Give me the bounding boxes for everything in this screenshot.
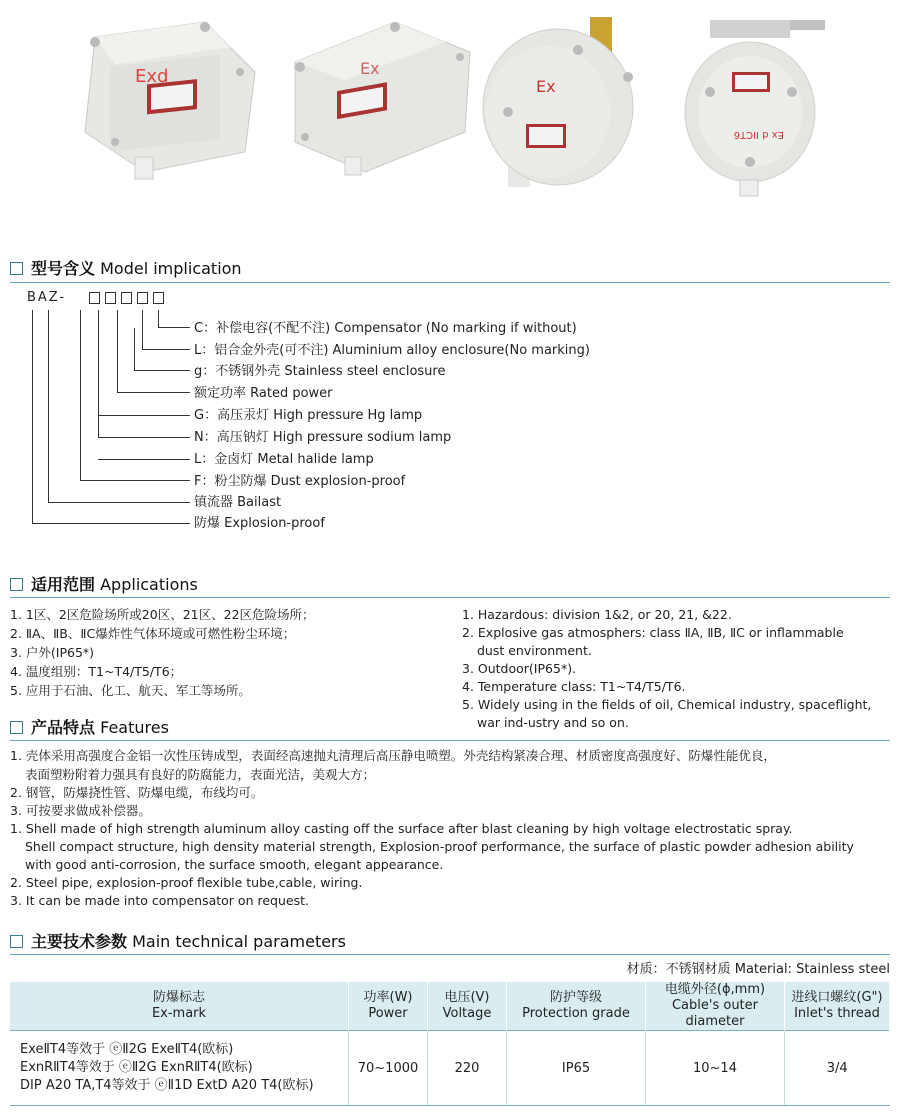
header-thread: 进线口螺纹(G") Inlet's thread	[785, 982, 890, 1031]
feature-line: 3. It can be made into compensator on request.	[10, 893, 309, 908]
model-item: L：金卤灯 Metal halide lamp	[194, 452, 374, 467]
section-title-features: 产品特点 Features	[10, 715, 169, 738]
model-item: 防爆 Explosion-proof	[194, 516, 325, 531]
model-item: 额定功率 Rated power	[194, 386, 333, 401]
connector-line	[142, 349, 190, 350]
header-protection: 防护等级 Protection grade	[507, 982, 646, 1031]
product-photo-rect-ex	[275, 12, 475, 202]
connector-line	[98, 415, 190, 416]
header-power: 功率(W) Power	[349, 982, 428, 1031]
cell-protection: IP65	[507, 1031, 646, 1106]
cell-cable: 10~14	[646, 1031, 785, 1106]
application-en-item: war ind-ustry and so on.	[477, 715, 629, 730]
feature-line: 2. 钢管，防爆挠性管、防爆电缆，布线均可。	[10, 785, 264, 800]
connector-line	[48, 310, 49, 502]
section-rule	[10, 282, 890, 283]
model-item: N：高压钠灯 High pressure sodium lamp	[194, 430, 452, 445]
product-photo-round-ex	[478, 12, 648, 202]
model-code: BAZ-	[27, 290, 67, 305]
application-en-item: 2. Explosive gas atmosphers: class ⅡA, ⅡB, ⅡC or inflammable	[462, 625, 844, 640]
product-photo-rect-exd	[55, 12, 265, 202]
application-cn-item: 3. 户外(IP65*)	[10, 645, 95, 660]
connector-line	[117, 310, 118, 392]
connector-line	[158, 327, 190, 328]
section-title-applications: 适用范围 Applications	[10, 572, 198, 595]
model-slot	[153, 292, 164, 304]
model-slot	[137, 292, 148, 304]
application-en-item: 3. Outdoor(IP65*).	[462, 661, 577, 676]
header-cable: 电缆外径(ϕ,mm) Cable's outer diameter	[646, 982, 785, 1031]
model-item: L：铝合金外壳(可不注) Aluminium alloy enclosure(No marking)	[194, 343, 590, 358]
section-box-icon	[10, 578, 23, 591]
model-item: C：补偿电容(不配不注) Compensator (No marking if without)	[194, 321, 577, 336]
table-header-row	[10, 982, 890, 1031]
feature-line: with good anti-corrosion, the surface smooth, elegant appearance.	[25, 857, 444, 872]
feature-line: 3. 可按要求做成补偿器。	[10, 803, 151, 818]
photo-marking-3: Ex	[536, 77, 556, 96]
material-note: 材质：不锈钢材质 Material: Stainless steel	[626, 962, 890, 977]
feature-line: 1. 壳体采用高强度合金铝一次性压铸成型，表面经高速抛丸清理后高压静电喷塑。外壳结构紧凑合理、材质密度高强度好、防爆性能优良，	[10, 748, 776, 763]
application-cn-item: 1. 1区、2区危险场所或20区、21区、22区危险场所；	[10, 607, 315, 622]
application-en-item: dust environment.	[477, 643, 592, 658]
section-box-icon	[10, 935, 23, 948]
connector-line	[98, 459, 190, 460]
model-item: F：粉尘防爆 Dust explosion-proof	[194, 474, 406, 489]
feature-line: Shell compact structure, high density material strength, Explosion-proof performance, the surface of plastic powder adhesion ability	[25, 839, 854, 854]
section-box-icon	[10, 721, 23, 734]
feature-line: 表面塑粉附着力强具有良好的防腐能力，表面光洁，美观大方；	[25, 767, 376, 782]
model-slot	[89, 292, 100, 304]
model-item: 镇流器 Bailast	[194, 495, 282, 510]
cell-thread: 3/4	[785, 1031, 890, 1106]
connector-line	[142, 310, 143, 349]
section-title-params: 主要技术参数 Main technical parameters	[10, 929, 346, 952]
model-slot	[121, 292, 132, 304]
connector-line	[32, 310, 33, 523]
connector-line	[134, 328, 135, 370]
connector-line	[134, 370, 190, 371]
feature-line: 1. Shell made of high strength aluminum alloy casting off the surface after blast cleaning by high voltage electrostatic spray.	[10, 821, 793, 836]
product-photo-round-exd	[680, 12, 830, 202]
section-box-icon	[10, 262, 23, 275]
application-en-item: 1. Hazardous: division 1&2, or 20, 21, &22.	[462, 607, 732, 622]
section-rule	[10, 740, 890, 741]
application-en-item: 5. Widely using in the fields of oil, Chemical industry, spaceflight,	[462, 697, 872, 712]
connector-line	[98, 437, 190, 438]
feature-line: 2. Steel pipe, explosion-proof flexible tube,cable, wiring.	[10, 875, 363, 890]
connector-line	[32, 523, 190, 524]
connector-line	[117, 392, 190, 393]
photo-marking-4: Ex d IICT6	[733, 129, 784, 140]
section-rule	[10, 954, 890, 955]
photo-marking-1: Exd	[135, 66, 169, 87]
section-title-model: 型号含义 Model implication	[10, 256, 242, 279]
header-voltage: 电压(V) Voltage	[428, 982, 507, 1031]
cell-power: 70~1000	[349, 1031, 428, 1106]
model-item: G：高压汞灯 High pressure Hg lamp	[194, 408, 423, 423]
connector-line	[48, 502, 190, 503]
connector-line	[158, 310, 159, 327]
cell-exmark: ExeⅡT4等效于 ⓔⅡ2G ExeⅡT4(欧标) ExnRⅡT4等效于 ⓔⅡ2G ExnRⅡT4(欧标) DIP A20 TA,T4等效于 ⓔⅡ1D ExtD A20 T4(欧标)	[10, 1031, 349, 1106]
connector-line	[80, 480, 190, 481]
model-item: g：不锈钢外壳 Stainless steel enclosure	[194, 364, 446, 379]
params-table	[10, 982, 890, 1106]
model-slot	[105, 292, 116, 304]
photo-marking-2: Ex	[360, 59, 380, 78]
cell-voltage: 220	[428, 1031, 507, 1106]
connector-line	[80, 310, 81, 480]
application-cn-item: 4. 温度组别：T1~T4/T5/T6；	[10, 664, 183, 679]
section-rule	[10, 597, 890, 598]
table-row	[10, 1031, 890, 1106]
header-exmark: 防爆标志 Ex-mark	[10, 982, 349, 1031]
application-cn-item: 5. 应用于石油、化工、航天、军工等场所。	[10, 683, 251, 698]
connector-line	[98, 310, 99, 437]
application-en-item: 4. Temperature class: T1~T4/T5/T6.	[462, 679, 686, 694]
application-cn-item: 2. ⅡA、ⅡB、ⅡC爆炸性气体环境或可燃性粉尘环境；	[10, 626, 296, 641]
